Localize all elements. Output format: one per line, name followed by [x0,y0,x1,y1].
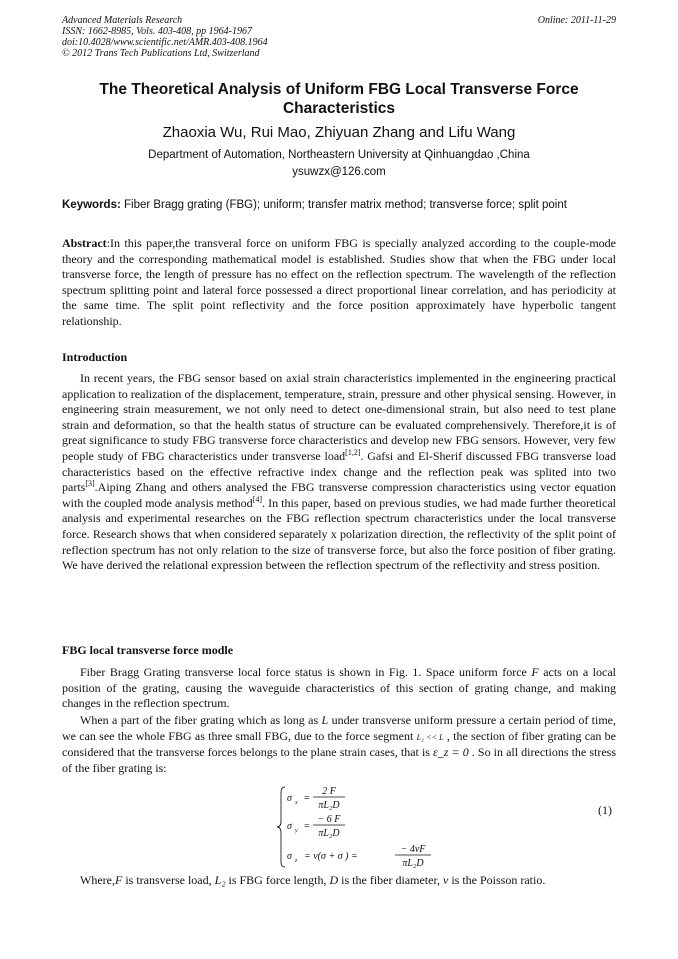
where-symbol-F: F [114,873,123,887]
fbg-p2-text-b: under transverse uniform pressure a certain period of time, we can see the whole FBG as three small FBG, due to the force segment [62,713,616,743]
sigma-x-equals: = [304,793,310,804]
intro-text-1: In recent years, the FBG sensor based on axial strain characteristics implemented in the engineering practical application to realization of the displacement, temperature, strain, pressure and other physical sensing. However, in engineering strain measurement, we not only need to detect one-dimensional strain, but also need to test plane strain and deformation, so that the health status of structure can be evaluated comprehensively. Therefore,it is of great significance to study FBG transverse force characteristics and develop new FBG sensors. However, very few people study of FBG characteristics under transverse load [62,371,616,463]
sigma-z-subscript: z [295,858,298,864]
journal-header [62,15,616,59]
sigma-x-symbol: σ [287,793,292,804]
journal-copyright: © 2012 Trans Tech Publications Ltd, Switzerland [62,48,260,59]
journal-doi: doi:10.4028/www.scientific.net/AMR.403-408.1964 [62,37,268,48]
where-paragraph [62,873,616,889]
sigma-y-symbol: σ [287,821,292,832]
paper-title: The Theoretical Analysis of Uniform FBG Local Transverse Force Characteristics [99,81,579,117]
abstract [62,236,616,330]
fbg-p2-text-d: . So in all directions the stress of the fiber grating is: [62,745,617,775]
keywords-text: Fiber Bragg grating (FBG); uniform; transfer matrix method; transverse force; split point [120,199,567,211]
citation-3: [3] [85,479,95,489]
journal-name: Advanced Materials Research [62,15,183,26]
fbg-paragraph-2 [62,713,616,776]
where-text-c: is FBG force length, [225,873,330,887]
symbol-F: F [531,665,539,679]
inline-epsilon: ε_z = 0 [433,745,469,760]
where-text-b: is transverse load, [122,873,215,887]
affiliation: Department of Automation, Northeastern University at Qinhuangdao ,China [148,149,530,161]
abstract-label: Abstract [62,236,107,250]
where-text-e: is the Poisson ratio. [448,873,546,887]
equation-number: (1) [598,803,612,817]
sigma-z-denominator: πL₂D [402,858,424,869]
equation-left-brace [277,787,285,867]
sigma-y-subscript: y [295,828,298,834]
introduction-heading: Introduction [62,350,128,364]
fbg-paragraph-1 [62,665,616,712]
intro-text-2: . Gafsi and El-Sherif discussed FBG transverse load characteristics based on the effective refractive index change and the reflection peak was splited into two parts [62,448,616,495]
sigma-z-symbol: σ [287,851,292,862]
intro-text-4: . In this paper, based on previous studies, we had made further theoretical analysis and experimental researches on the FBG reflection spectrum characteristics under the local transverse force. Research shows that when considered separately x polarization direction, the reflectivity of the split point of reflection spectrum has not only relation to the size of transverse force, but also the force position of fiber grating. We have derived the relational expression between the reflection spectrum of the reflectivity and stress position. [62,495,617,573]
sigma-y-numerator: − 6 F [317,814,341,825]
fbg-p2-text-a: When a part of the fiber grating which as long as [80,713,322,727]
online-date: Online: 2011-11-29 [537,15,616,26]
sigma-y-equals: = [304,821,310,832]
where-symbol-D: D [329,873,339,887]
paper-authors: Zhaoxia Wu, Rui Mao, Zhiyuan Zhang and Lifu Wang [162,124,516,141]
fbg-p1-text-a: Fiber Bragg Grating transverse local force status is shown in Fig. 1. Space uniform force [80,665,532,679]
sigma-x-subscript: x [295,800,298,806]
journal-issn: ISSN: 1662-8985, Vols. 403-408, pp 1964-1967 [62,26,252,37]
where-text-d: is the fiber diameter, [338,873,443,887]
symbol-L: L [321,713,329,727]
where-symbol-nu: ν [442,873,449,887]
fbg-p2-text-c: , the section of fiber grating can be considered that the transverse forces belongs to the plane strain cases, that is [62,728,616,760]
keywords-label: Keywords: [62,199,121,211]
introduction-body [62,371,616,574]
citation-1-2: [1,2] [345,447,361,457]
intro-text-3: .Aiping Zhang and others analysed the FBG transverse compression characteristics using vector equation with the coupled mode analysis method [62,480,616,510]
sigma-z-middle: = ν(σ + σ ) = [304,851,358,862]
where-symbol-L2: L₂ [214,873,226,887]
sigma-x-numerator: 2 F [322,786,336,797]
stress-equation [275,783,475,871]
citation-4: [4] [252,494,263,504]
inline-condition: L₂ << L [416,732,444,742]
abstract-text: :In this paper,the transveral force on uniform FBG is specially analyzed according to the couple-mode theory and the corresponding mathematical model is established. Studies show that when the FBG under local transverse force, the length of pressure has no effect on the reflection spectrum. The wavelength of the reflection spectrum splitting point and lateral force possessed a direct proportional linear correlation, and has periodicity at the same time. The split point reflectivity and the force position approximately have hyperbolic tangent relationship. [62,236,616,328]
where-text-a: Where, [80,873,115,887]
author-email: ysuwzx@126.com [292,166,386,178]
fbg-p1-text-b: acts on a local position of the grating, causing the waveguide characteristics of this section of grating change, and making changes in the reflection spectrum. [62,665,616,711]
sigma-x-denominator: πL₂D [318,800,340,811]
sigma-z-numerator: − 4νF [400,844,426,855]
fbg-section-heading: FBG local transverse force modle [62,643,234,657]
keywords [62,199,616,211]
sigma-y-denominator: πL₂D [318,828,340,839]
